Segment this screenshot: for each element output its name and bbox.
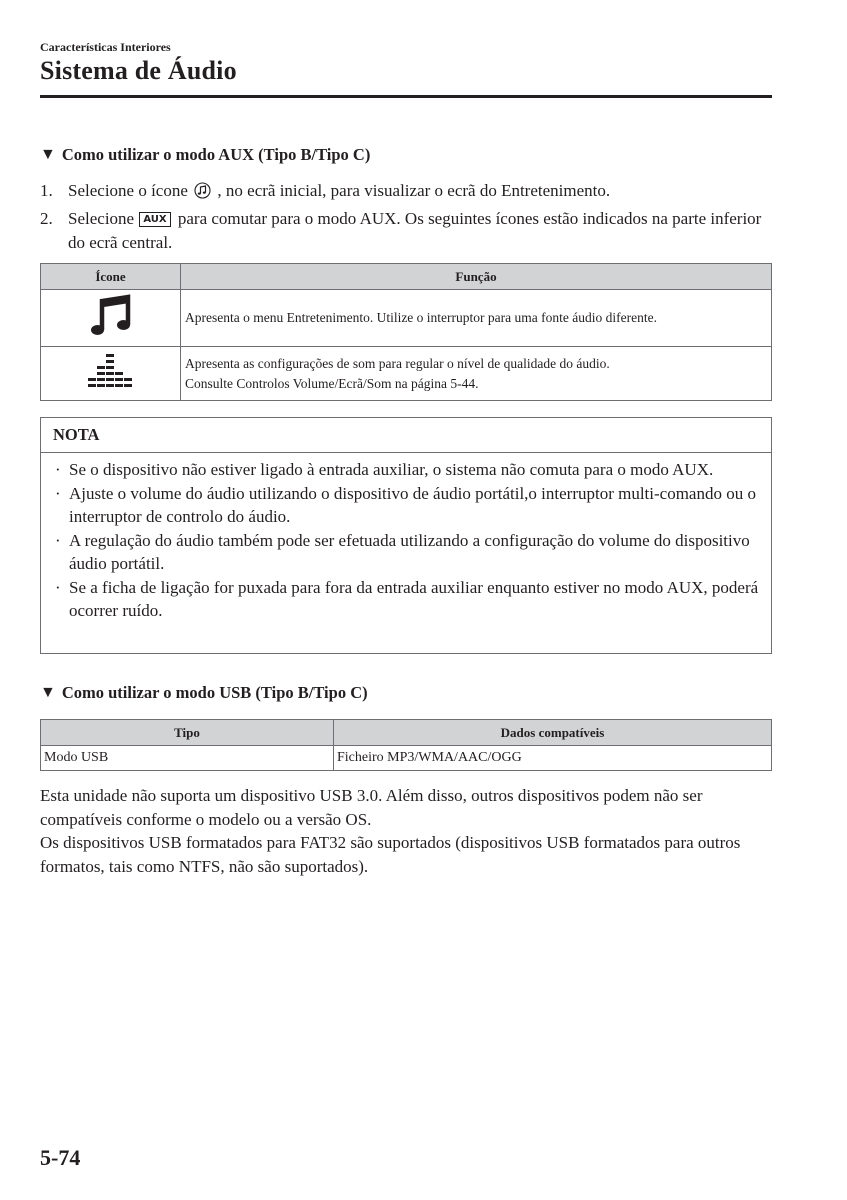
list-item: · A regulação do áudio também pode ser efetuada utilizando a configuração do volume do dispositivo áudio portátil. bbox=[55, 530, 750, 573]
step-1-text-end: , no ecrã inicial, para visualizar o ecrã do Entretenimento. bbox=[217, 181, 611, 200]
aux-heading bbox=[40, 145, 370, 165]
music-note-icon bbox=[89, 326, 133, 341]
page-number: 5-74 bbox=[40, 1145, 81, 1170]
table-header-row bbox=[41, 264, 772, 290]
note-box bbox=[40, 417, 772, 654]
music-circle-icon bbox=[194, 182, 211, 207]
function-cell: Apresenta as configurações de som para regular o nível de qualidade do áudio. Consulte Controlos Volume/Ecrã/Som na página 5-44. bbox=[181, 347, 772, 401]
aux-steps bbox=[40, 179, 772, 256]
column-header-data: Dados compatíveis bbox=[334, 720, 772, 746]
usb-table bbox=[40, 719, 772, 771]
step-1 bbox=[40, 179, 772, 207]
table-header-row bbox=[41, 720, 772, 746]
column-header-function: Função bbox=[181, 264, 772, 290]
aux-icon-table bbox=[40, 263, 772, 401]
page-title: Sistema de Áudio bbox=[40, 56, 237, 85]
note-list bbox=[41, 453, 771, 623]
table-row bbox=[41, 347, 772, 401]
list-item: · Se a ficha de ligação for puxada para fora da entrada auxiliar enquanto estiver no modo AUX, poderá ocorrer ruído. bbox=[55, 577, 759, 620]
usb-heading-text: Como utilizar o modo USB (Tipo B/Tipo C) bbox=[61, 683, 368, 702]
usb-paragraph-1: Esta unidade não suporta um dispositivo USB 3.0. Além disso, outros dispositivos podem não ser compatíveis conforme o modelo ou a versão OS. bbox=[40, 786, 703, 829]
column-header-type: Tipo bbox=[41, 720, 334, 746]
step-2-text-start: Selecione bbox=[68, 208, 135, 228]
data-cell: Ficheiro MP3/WMA/AAC/OGG bbox=[334, 746, 772, 771]
title-divider bbox=[40, 95, 772, 98]
triangle-down-icon: ▼ bbox=[40, 146, 56, 163]
table-row bbox=[41, 290, 772, 347]
section-label: Características Interiores bbox=[40, 40, 171, 54]
triangle-down-icon: ▼ bbox=[40, 684, 56, 701]
list-item: · Ajuste o volume do áudio utilizando o dispositivo de áudio portátil,o interruptor multi-comando ou o interruptor de controlo do áudio. bbox=[55, 483, 756, 526]
step-1-text-start: Selecione o ícone bbox=[68, 181, 188, 200]
list-item: · Se o dispositivo não estiver ligado à entrada auxiliar, o sistema não comuta para o modo AUX. bbox=[55, 460, 714, 479]
note-title: NOTA bbox=[41, 418, 771, 453]
aux-heading-text: Como utilizar o modo AUX (Tipo B/Tipo C) bbox=[61, 145, 371, 164]
usb-heading bbox=[40, 683, 368, 703]
step-1-number: 1. bbox=[40, 181, 53, 200]
type-cell: Modo USB bbox=[41, 746, 334, 771]
equalizer-icon bbox=[87, 380, 135, 395]
step-2 bbox=[40, 207, 772, 256]
usb-paragraph-2: Os dispositivos USB formatados para FAT32 são suportados (dispositivos USB formatados para outros formatos, tais como NTFS, não são suportados). bbox=[40, 833, 741, 876]
column-header-icon: Ícone bbox=[41, 264, 181, 290]
step-2-text-end: para comutar para o modo AUX. Os seguintes ícones estão indicados na parte inferior do ecrã central. bbox=[68, 208, 762, 252]
function-cell: Apresenta o menu Entretenimento. Utilize o interruptor para uma fonte áudio diferente. bbox=[181, 290, 772, 347]
step-2-number: 2. bbox=[40, 208, 53, 228]
table-row bbox=[41, 746, 772, 771]
aux-button[interactable]: AUX bbox=[139, 212, 170, 227]
